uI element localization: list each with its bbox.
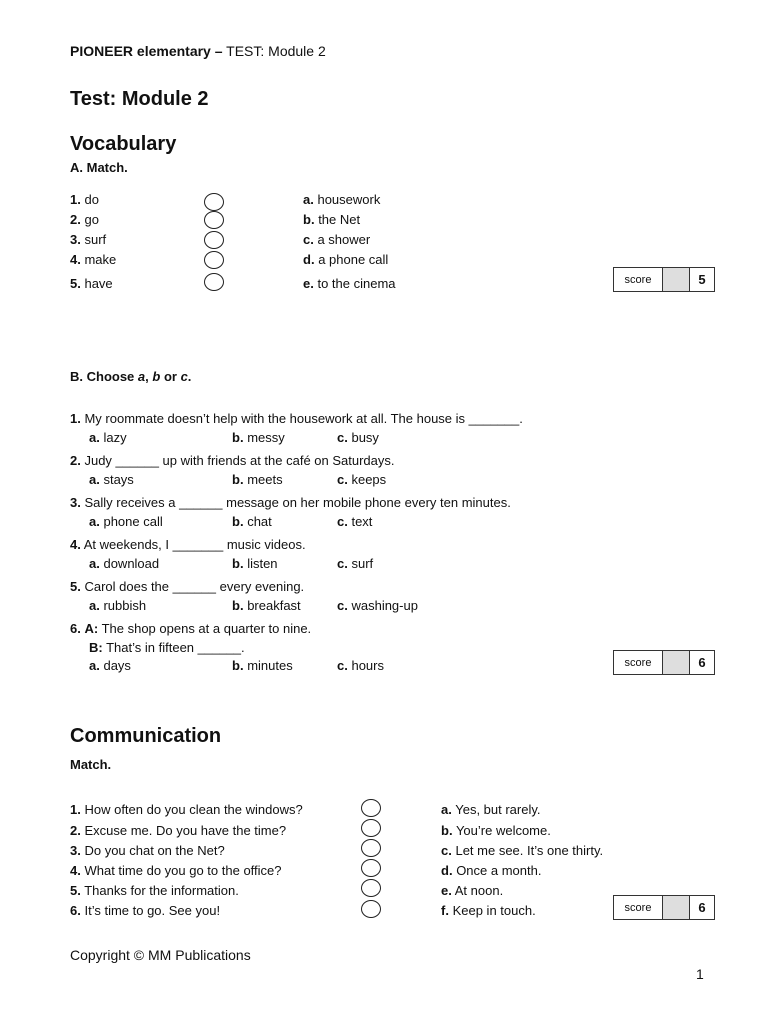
match-right-item: d. Once a month. [441,863,542,878]
question-text: B: That’s in fifteen ______. [89,640,245,655]
match-right-item: a. housework [303,192,381,207]
option-b[interactable]: b. minutes [232,658,293,673]
option-c[interactable]: c. hours [337,658,384,673]
answer-circle[interactable] [361,839,381,857]
question-text: 6. A: The shop opens at a quarter to nine. [70,621,312,636]
score-max: 6 [698,900,706,915]
option-a[interactable]: a. rubbish [89,598,147,613]
part-b-instruction: B. Choose a, b or c. [70,369,192,384]
option-b[interactable]: b. messy [232,430,285,445]
header-brand: PIONEER elementary – [70,43,223,59]
communication-instruction: Match. [70,757,112,772]
question-text: 4. At weekends, I _______ music videos. [70,537,306,552]
vocabulary-heading: Vocabulary [70,133,177,155]
score-label: score [614,651,663,674]
option-c[interactable]: c. washing-up [337,598,418,613]
answer-circle[interactable] [361,799,381,817]
score-input[interactable] [663,268,690,291]
match-right-item: c. Let me see. It’s one thirty. [441,843,604,858]
match-left-item: 5. Thanks for the information. [70,883,239,898]
match-right-item: c. a shower [303,232,371,247]
answer-circle[interactable] [361,819,381,837]
match-left-item: 3. Do you chat on the Net? [70,843,225,858]
match-right-item: b. You’re welcome. [441,823,551,838]
answer-circle[interactable] [204,251,224,269]
option-a[interactable]: a. phone call [89,514,163,529]
option-a[interactable]: a. days [89,658,131,673]
question-text: 2. Judy ______ up with friends at the café on Saturdays. [70,453,395,468]
option-b[interactable]: b. listen [232,556,278,571]
answer-circle[interactable] [204,273,224,291]
option-a[interactable]: a. lazy [89,430,127,445]
page-number: 1 [696,966,704,982]
match-left-item: 6. It’s time to go. See you! [70,903,221,918]
match-right-item: a. Yes, but rarely. [441,802,541,817]
header-subtitle: TEST: Module 2 [222,43,326,59]
page-title: Test: Module 2 [70,88,209,110]
answer-circle[interactable] [361,859,381,877]
answer-circle[interactable] [361,900,381,918]
option-b[interactable]: b. meets [232,472,283,487]
match-left-item: 2. Excuse me. Do you have the time? [70,823,287,838]
score-box [613,895,715,920]
match-left-item: 5. have [70,276,113,291]
question-text: 3. Sally receives a ______ message on her mobile phone every ten minutes. [70,495,511,510]
answer-circle[interactable] [204,193,224,211]
score-input[interactable] [663,651,690,674]
option-a[interactable]: a. stays [89,472,134,487]
option-b[interactable]: b. breakfast [232,598,301,613]
option-c[interactable]: c. busy [337,430,379,445]
option-c[interactable]: c. surf [337,556,374,571]
question-text: 5. Carol does the ______ every evening. [70,579,305,594]
option-a[interactable]: a. download [89,556,160,571]
score-box [613,650,715,675]
match-right-item: b. the Net [303,212,361,227]
answer-circle[interactable] [361,879,381,897]
match-left-item: 4. make [70,252,117,267]
option-b[interactable]: b. chat [232,514,272,529]
answer-circle[interactable] [204,231,224,249]
score-input[interactable] [663,896,690,919]
score-label: score [614,896,663,919]
option-c[interactable]: c. text [337,514,373,529]
match-right-item: e. At noon. [441,883,504,898]
match-left-item: 3. surf [70,232,107,247]
score-max: 6 [698,655,706,670]
copyright: Copyright © MM Publications [70,947,251,963]
question-text: 1. My roommate doesn’t help with the housework at all. The house is _______. [70,411,523,426]
part-a-instruction: A. Match. [70,160,128,175]
communication-heading: Communication [70,725,222,747]
option-c[interactable]: c. keeps [337,472,387,487]
score-max: 5 [698,272,706,287]
score-label: score [614,268,663,291]
answer-circle[interactable] [204,211,224,229]
page-header [70,43,326,59]
match-right-item: d. a phone call [303,252,389,267]
match-right-item: e. to the cinema [303,276,396,291]
match-left-item: 1. How often do you clean the windows? [70,802,303,817]
match-left-item: 4. What time do you go to the office? [70,863,282,878]
match-left-item: 2. go [70,212,99,227]
match-left-item: 1. do [70,192,99,207]
match-right-item: f. Keep in touch. [441,903,536,918]
score-box [613,267,715,292]
